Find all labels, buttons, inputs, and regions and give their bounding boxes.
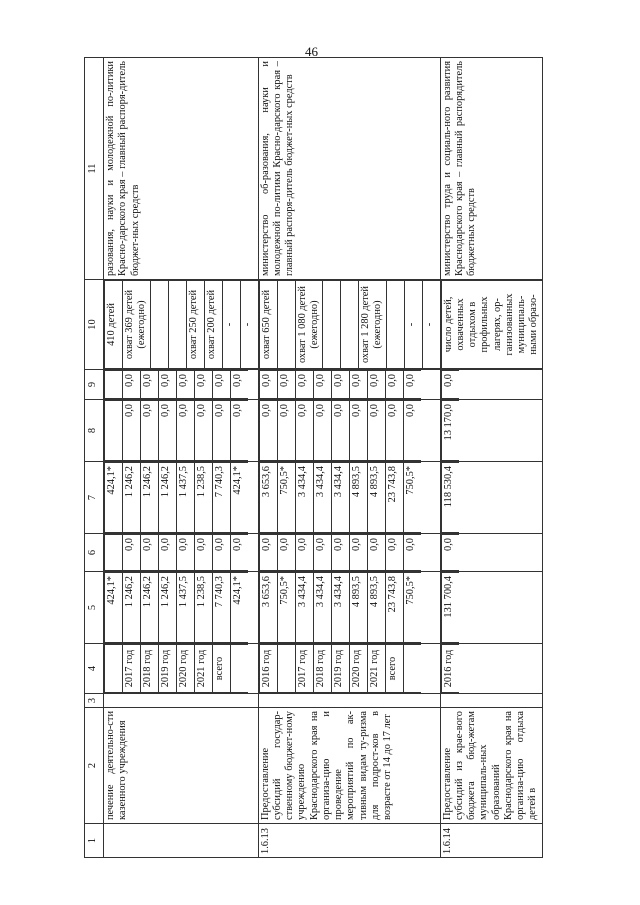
sub-table — [259, 644, 421, 693]
year-cell: 2016 год — [441, 645, 459, 693]
amount-federal: 0,0 — [277, 535, 295, 571]
amount-other: 0,0 — [441, 371, 459, 399]
header-cell: 7 — [85, 462, 104, 534]
year-cell — [403, 645, 421, 693]
amount-regional: 750,5* — [403, 463, 421, 533]
year-cell: 2018 год — [313, 645, 331, 693]
year-cell: 2020 год — [177, 645, 195, 693]
amount-local — [105, 401, 123, 461]
sub-table — [104, 280, 258, 369]
amount-federal: 0,0 — [349, 535, 367, 571]
amount-regional: 750,5* — [277, 463, 295, 533]
amount-local: 0,0 — [159, 401, 177, 461]
item-number — [104, 824, 259, 858]
year-cell: 2021 год — [367, 645, 385, 693]
empty-cell — [440, 694, 542, 708]
amount-local: 0,0 — [385, 401, 403, 461]
header-cell: 10 — [85, 280, 104, 370]
amount-total: 1 246,2 — [159, 573, 177, 643]
amount-regional: 424,1* — [231, 463, 249, 533]
amount-regional: 1 238,5 — [195, 463, 213, 533]
year-cell-column — [258, 644, 440, 694]
sub-table — [104, 400, 248, 461]
amount-local: 0,0 — [277, 401, 295, 461]
year-cell-column — [440, 644, 542, 694]
amount-other-column — [104, 370, 259, 400]
amount-local: 0,0 — [141, 401, 159, 461]
year-cell: 2017 год — [123, 645, 141, 693]
amount-total: 750,5* — [277, 573, 295, 643]
amount-federal: 0,0 — [441, 535, 459, 571]
amount-federal: 0,0 — [367, 535, 385, 571]
amount-regional: 7 740,3 — [213, 463, 231, 533]
sub-table — [441, 370, 459, 399]
result-cell: охват 1 280 детей (ежегодно) — [359, 281, 387, 369]
result-cell — [323, 281, 341, 369]
sub-table — [259, 572, 421, 643]
header-cell: 3 — [85, 694, 104, 708]
sub-table — [441, 280, 542, 369]
amount-regional: 1 437,5 — [177, 463, 195, 533]
amount-total: 1 437,5 — [177, 573, 195, 643]
amount-regional: 1 246,2 — [141, 463, 159, 533]
header-row — [85, 58, 104, 858]
amount-federal: 0,0 — [159, 535, 177, 571]
empty-cell — [104, 694, 259, 708]
amount-federal: 0,0 — [385, 535, 403, 571]
amount-regional: 23 743,8 — [385, 463, 403, 533]
amount-regional-column — [258, 462, 440, 534]
result-cell — [341, 281, 359, 369]
header-cell: 5 — [85, 572, 104, 644]
amount-other: 0,0 — [385, 371, 403, 399]
amount-total: 7 740,3 — [213, 573, 231, 643]
amount-regional: 118 530,4 — [441, 463, 459, 533]
amount-other: 0,0 — [313, 371, 331, 399]
table-row — [440, 58, 542, 858]
amount-federal: 0,0 — [259, 535, 277, 571]
amount-local-column — [258, 400, 440, 462]
sub-table — [441, 462, 459, 533]
header-cell: 9 — [85, 370, 104, 400]
result-cell: охват 1 080 детей (ежегодно) — [295, 281, 323, 369]
amount-federal-column — [258, 534, 440, 572]
item-description: печение деятельно-сти казенного учреждения — [104, 708, 259, 824]
amount-federal-column — [440, 534, 542, 572]
amount-other: 0,0 — [403, 371, 421, 399]
responsible-executor: министерство труда и социаль-ного развития Краснодарского края – главный распорядитель бюджетных средств — [440, 58, 542, 280]
item-number: 1.6.13 — [258, 824, 440, 858]
sub-table — [104, 370, 248, 399]
item-description: Предоставление субсидий из крае-вого бюджета бюд-жетам муниципаль-ных образований Краснодарского края на организа-цию отдыха детей в — [440, 708, 542, 824]
amount-federal: 0,0 — [141, 535, 159, 571]
year-cell — [231, 645, 249, 693]
sub-table — [104, 572, 248, 643]
result-cell — [277, 281, 295, 369]
year-cell: 2020 год — [349, 645, 367, 693]
amount-total: 4 893,5 — [349, 573, 367, 643]
amount-local: 0,0 — [295, 401, 313, 461]
sub-table — [441, 644, 459, 693]
result-cell: 410 детей — [105, 281, 123, 369]
amount-other: 0,0 — [177, 371, 195, 399]
header-cell: 4 — [85, 644, 104, 694]
amount-regional: 1 246,2 — [123, 463, 141, 533]
year-cell: всего — [385, 645, 403, 693]
result-cell: охват 200 детей — [204, 281, 222, 369]
result-cell — [150, 281, 168, 369]
table-row — [104, 58, 259, 858]
amount-regional: 1 246,2 — [159, 463, 177, 533]
amount-other: 0,0 — [141, 371, 159, 399]
amount-total: 4 893,5 — [367, 573, 385, 643]
amount-total: 1 246,2 — [141, 573, 159, 643]
sub-table — [259, 280, 440, 369]
amount-regional: 4 893,5 — [367, 463, 385, 533]
amount-total: 424,1* — [105, 573, 123, 643]
amount-local: 0,0 — [349, 401, 367, 461]
year-cell — [105, 645, 123, 693]
amount-total-column — [440, 572, 542, 644]
amount-other — [105, 371, 123, 399]
amount-local: 0,0 — [213, 401, 231, 461]
result-cell: охват 650 детей — [259, 281, 277, 369]
program-table — [84, 57, 543, 858]
amount-federal-column — [104, 534, 259, 572]
sub-table — [441, 534, 459, 571]
amount-other-column — [440, 370, 542, 400]
amount-total-column — [258, 572, 440, 644]
result-cell: охват 250 детей — [186, 281, 204, 369]
year-cell — [277, 645, 295, 693]
year-cell: всего — [213, 645, 231, 693]
amount-federal: 0,0 — [231, 535, 249, 571]
amount-other: 0,0 — [231, 371, 249, 399]
amount-total: 23 743,8 — [385, 573, 403, 643]
page-number: 46 — [305, 44, 318, 59]
result-cell — [168, 281, 186, 369]
amount-local: 0,0 — [123, 401, 141, 461]
header-cell: 8 — [85, 400, 104, 462]
sub-table — [259, 400, 421, 461]
sub-table — [441, 572, 459, 643]
amount-total: 131 700,4 — [441, 573, 459, 643]
amount-other: 0,0 — [259, 371, 277, 399]
year-cell: 2019 год — [159, 645, 177, 693]
amount-other: 0,0 — [367, 371, 385, 399]
rotated-page — [84, 58, 589, 858]
header-cell: 11 — [85, 58, 104, 280]
header-cell: 6 — [85, 534, 104, 572]
sub-table — [259, 370, 421, 399]
amount-federal: 0,0 — [213, 535, 231, 571]
amount-regional: 4 893,5 — [349, 463, 367, 533]
amount-local-column — [440, 400, 542, 462]
amount-local: 0,0 — [313, 401, 331, 461]
amount-other: 0,0 — [295, 371, 313, 399]
amount-federal — [105, 535, 123, 571]
year-cell: 2017 год — [295, 645, 313, 693]
year-cell: 2016 год — [259, 645, 277, 693]
amount-total: 750,5* — [403, 573, 421, 643]
amount-local: 0,0 — [231, 401, 249, 461]
amount-other-column — [258, 370, 440, 400]
item-description: Предоставление субсидий государ-ственному бюджет-ному учреждению Краснодарского края на организа-цию и проведение мероприятий по ак-тивным видам ту-ризма для подрост-ков в возрасте от 14 до 17 лет — [258, 708, 440, 824]
result-cell: охват 369 детей (ежегодно) — [123, 281, 151, 369]
responsible-executor: разования, науки и молодежной по-литики Красно-дарского края – главный распоря-дитель бюджет-ных средств — [104, 58, 259, 280]
amount-regional-column — [104, 462, 259, 534]
amount-total: 1 238,5 — [195, 573, 213, 643]
amount-federal: 0,0 — [403, 535, 421, 571]
amount-local: 13 170,0 — [441, 401, 459, 461]
result-cell: число детей, охваченных отдыхом в профильных лагерях, ор-ганизованных муниципаль-ными образо- — [441, 281, 542, 369]
result-cell: - — [240, 281, 258, 369]
sub-table — [104, 534, 248, 571]
amount-regional: 424,1* — [105, 463, 123, 533]
result-cell-column — [104, 280, 259, 370]
sub-table — [104, 462, 248, 533]
result-cell: - — [422, 281, 440, 369]
table-body — [104, 58, 543, 858]
amount-regional: 3 434,4 — [295, 463, 313, 533]
sub-table — [441, 400, 459, 461]
responsible-executor: министерство об-разования, науки и молодежной по-литики Красно-дарского края – главный распоря-дитель бюджет-ных средств — [258, 58, 440, 280]
sub-table — [259, 462, 421, 533]
amount-federal: 0,0 — [313, 535, 331, 571]
result-cell — [386, 281, 404, 369]
empty-cell — [258, 694, 440, 708]
amount-local: 0,0 — [367, 401, 385, 461]
amount-regional: 3 434,4 — [331, 463, 349, 533]
amount-federal: 0,0 — [295, 535, 313, 571]
result-cell-column — [440, 280, 542, 370]
amount-total: 3 653,6 — [259, 573, 277, 643]
amount-local: 0,0 — [195, 401, 213, 461]
amount-federal: 0,0 — [123, 535, 141, 571]
amount-other: 0,0 — [331, 371, 349, 399]
amount-other: 0,0 — [159, 371, 177, 399]
amount-regional-column — [440, 462, 542, 534]
amount-total-column — [104, 572, 259, 644]
year-cell: 2018 год — [141, 645, 159, 693]
amount-local: 0,0 — [403, 401, 421, 461]
amount-local: 0,0 — [331, 401, 349, 461]
item-number: 1.6.14 — [440, 824, 542, 858]
amount-other: 0,0 — [277, 371, 295, 399]
year-cell: 2021 год — [195, 645, 213, 693]
header-cell: 1 — [85, 824, 104, 858]
amount-total: 3 434,4 — [313, 573, 331, 643]
year-cell-column — [104, 644, 259, 694]
amount-federal: 0,0 — [331, 535, 349, 571]
result-cell: - — [404, 281, 422, 369]
amount-other: 0,0 — [123, 371, 141, 399]
sub-table — [259, 534, 421, 571]
amount-total: 424,1* — [231, 573, 249, 643]
header-cell: 2 — [85, 708, 104, 824]
amount-other: 0,0 — [213, 371, 231, 399]
result-cell: - — [222, 281, 240, 369]
year-cell: 2019 год — [331, 645, 349, 693]
amount-total: 3 434,4 — [295, 573, 313, 643]
amount-local-column — [104, 400, 259, 462]
amount-total: 3 434,4 — [331, 573, 349, 643]
amount-other: 0,0 — [195, 371, 213, 399]
amount-local: 0,0 — [177, 401, 195, 461]
sub-table — [104, 644, 248, 693]
amount-local: 0,0 — [259, 401, 277, 461]
amount-total: 1 246,2 — [123, 573, 141, 643]
amount-other: 0,0 — [349, 371, 367, 399]
table-row — [258, 58, 440, 858]
amount-federal: 0,0 — [177, 535, 195, 571]
result-cell-column — [258, 280, 440, 370]
program-table-container — [84, 58, 589, 858]
amount-federal: 0,0 — [195, 535, 213, 571]
amount-regional: 3 434,4 — [313, 463, 331, 533]
amount-regional: 3 653,6 — [259, 463, 277, 533]
